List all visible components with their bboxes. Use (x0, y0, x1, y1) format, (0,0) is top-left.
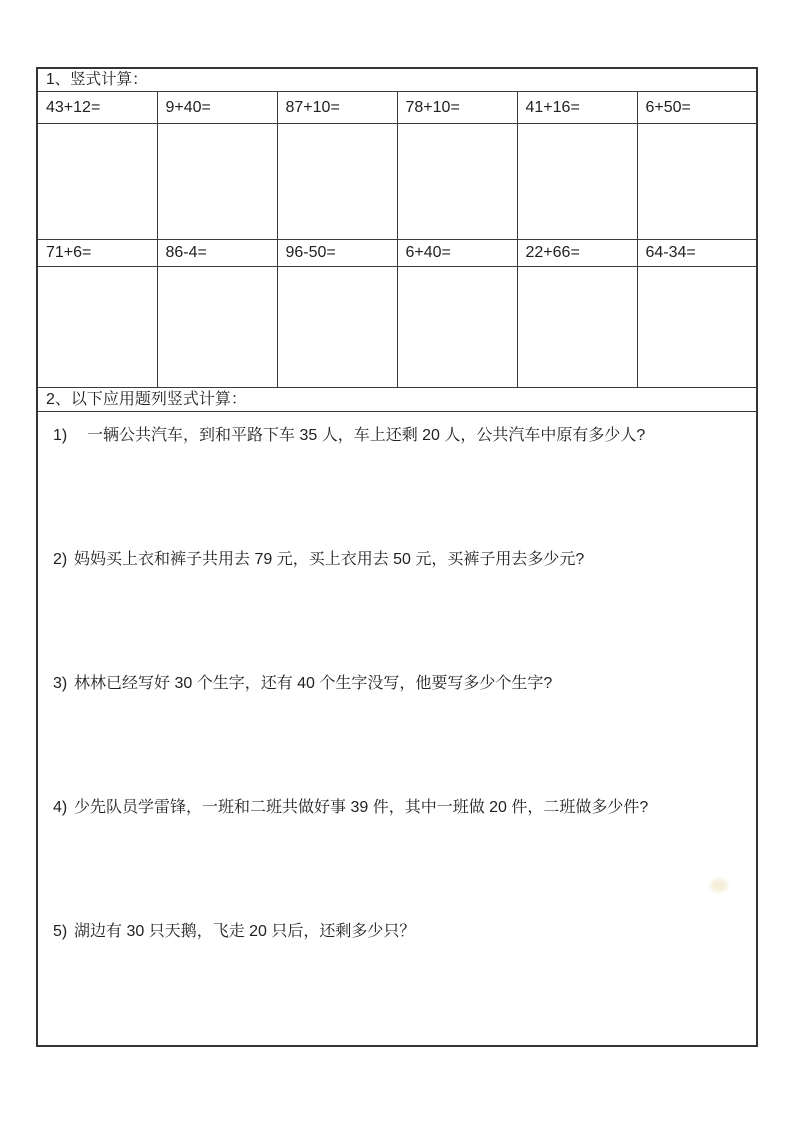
section1-title-row (37, 68, 757, 92)
equation-cell: 22+66= (517, 240, 637, 267)
problem-text: 妈妈买上衣和裤子共用去 79 元，买上衣用去 50 元，买裤子用去多少元? (74, 551, 585, 568)
equation-cell: 6+50= (637, 92, 757, 124)
work-space-cell (637, 267, 757, 388)
work-space-cell (37, 124, 157, 240)
word-problem-2 (53, 549, 738, 673)
problem-text: 少先队员学雷锋，一班和二班共做好事 39 件，其中一班做 20 件，二班做多少件? (74, 799, 649, 816)
work-space-cell (157, 267, 277, 388)
problem-number: 4) (53, 799, 68, 816)
equation-cell: 71+6= (37, 240, 157, 267)
workspace-row-2 (37, 267, 757, 388)
equations-row-2 (37, 240, 757, 267)
work-space-cell (637, 124, 757, 240)
equation-cell: 43+12= (37, 92, 157, 124)
workspace-row-1 (37, 124, 757, 240)
word-problems-cell (37, 412, 757, 1047)
equation-cell: 41+16= (517, 92, 637, 124)
equation-cell: 64-34= (637, 240, 757, 267)
worksheet-sheet (36, 67, 758, 1047)
problem-number: 3) (53, 675, 68, 692)
work-space-cell (277, 267, 397, 388)
highlight-artifact (710, 879, 728, 892)
work-space-cell (517, 124, 637, 240)
equation-cell: 87+10= (277, 92, 397, 124)
work-space-cell (157, 124, 277, 240)
section2-title: 2、以下应用题列竖式计算： (37, 388, 757, 412)
section2-title-row (37, 388, 757, 412)
problem-number: 5) (53, 923, 68, 940)
word-problem-1 (53, 425, 738, 549)
problem-text: 一辆公共汽车，到和平路下车 35 人，车上还剩 20 人，公共汽车中原有多少人? (87, 427, 646, 444)
problem-number: 1) (53, 427, 68, 444)
equation-cell: 96-50= (277, 240, 397, 267)
equation-cell: 78+10= (397, 92, 517, 124)
problem-text: 湖边有 30 只天鹅，飞走 20 只后，还剩多少只？ (74, 923, 416, 940)
equation-cell: 9+40= (157, 92, 277, 124)
section1-title: 1、竖式计算： (37, 68, 757, 92)
word-problems-list (46, 412, 752, 1045)
equation-cell: 6+40= (397, 240, 517, 267)
work-space-cell (397, 124, 517, 240)
word-problems-row (37, 412, 757, 1047)
work-space-cell (397, 267, 517, 388)
word-problem-5 (53, 921, 738, 1045)
problem-text: 林林已经写好 30 个生字，还有 40 个生字没写，他要写多少个生字? (74, 675, 553, 692)
work-space-cell (37, 267, 157, 388)
problem-number: 2) (53, 551, 68, 568)
word-problem-4 (53, 797, 738, 921)
word-problem-3 (53, 673, 738, 797)
equation-cell: 86-4= (157, 240, 277, 267)
work-space-cell (277, 124, 397, 240)
work-space-cell (517, 267, 637, 388)
equations-row-1 (37, 92, 757, 124)
worksheet-table (36, 67, 758, 1047)
